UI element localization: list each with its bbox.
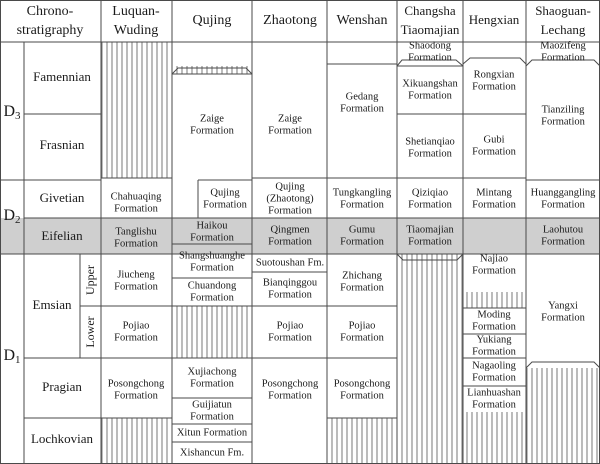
qujing-shangshuanghe-line-2: Formation <box>190 262 234 274</box>
zhaotong-posongchong-line-1: Posongchong <box>261 378 319 390</box>
zhaotong-zaige-line-1: Zaige <box>278 113 302 125</box>
wenshan-gumu-line-2: Formation <box>340 236 384 248</box>
zhaotong-qujing-line-2: (Zhaotong) <box>266 193 314 205</box>
hengxian-yukiang-line-2: Formation <box>472 346 516 358</box>
zhaotong-suotoushan: Suotoushan Fm. <box>255 257 325 269</box>
changsha-tiaomajian-line-1: Tiaomajian <box>406 224 454 236</box>
hengxian-mintang-line-2: Formation <box>472 199 516 211</box>
stage-emsian: Emsian <box>32 296 72 312</box>
stage-lower: Lower <box>82 316 97 348</box>
wenshan-gedang-line-2: Formation <box>340 103 384 115</box>
hengxian-gubi-line-1: Gubi <box>483 134 505 146</box>
shaoguan-maozifeng-line-1: Maozifeng <box>540 40 586 52</box>
zhaotong-qujing-line-1: Qujing <box>275 181 305 193</box>
wenshan-zhichang-line-1: Zhichang <box>342 270 382 282</box>
qujing-zaige-line-1: Zaige <box>200 113 224 125</box>
wenshan-gedang-line-1: Gedang <box>345 91 379 103</box>
hiatus-wenshan-bottom <box>327 418 397 464</box>
hiatus-qujing-mid <box>172 306 252 358</box>
qujing-chuandong-line-1: Chuandong <box>187 280 237 292</box>
header-hengxian: Hengxian <box>468 11 520 27</box>
changsha-shetianqiao-line-2: Formation <box>408 148 452 160</box>
hengxian-mintang-line-1: Mintang <box>476 187 512 199</box>
qujing-xitun: Xitun Formation <box>176 427 248 439</box>
luquan-pojiao-line-1: Pojiao <box>122 320 150 332</box>
zhaotong-bianqinggou-line-1: Bianqinggou <box>262 277 318 289</box>
shaoguan-yangxi-line-2: Formation <box>541 312 585 324</box>
zhaotong-bianqinggou-line-2: Formation <box>268 289 312 301</box>
wenshan-zhichang-line-2: Formation <box>340 282 384 294</box>
header-luquan-2: Wuding <box>113 23 159 39</box>
luquan-chahuaqing-line-1: Chahuaqing <box>110 191 162 203</box>
changsha-shaodong-line-1: Shaodong <box>409 40 451 52</box>
luquan-posongchong-line-1: Posongchong <box>107 378 165 390</box>
shaoguan-tianziling-line-2: Formation <box>541 116 585 128</box>
hiatus-luquan-bottom <box>101 418 172 464</box>
luquan-jiucheng-line-1: Jiucheng <box>117 269 155 281</box>
stage-givetian: Givetian <box>39 189 85 205</box>
shaoguan-tianziling-line-1: Tianziling <box>541 104 585 116</box>
stage-frasnian: Frasnian <box>39 136 85 152</box>
qujing-xujiachong-line-2: Formation <box>190 378 234 390</box>
shaoguan-huanggangling-line-1: Huanggangling <box>530 187 596 199</box>
header-zhaotong: Zhaotong <box>263 13 317 29</box>
changsha-shetianqiao-line-1: Shetianqiao <box>405 136 455 148</box>
luquan-tanglishu-line-1: Tanglishu <box>115 226 157 238</box>
notch-shaoguan-bottom <box>526 362 600 368</box>
qujing-chuandong-line-2: Formation <box>190 292 234 304</box>
zhaotong-qujing-line-3: Formation <box>268 205 312 217</box>
luquan-posongchong-line-2: Formation <box>114 390 158 402</box>
hiatus-shaoguan-bottom <box>526 368 600 464</box>
zhaotong-qingmen-line-2: Formation <box>268 236 312 248</box>
shaoguan-huanggangling-line-2: Formation <box>541 199 585 211</box>
header-chrono: Chrono- <box>26 4 74 20</box>
series-d2: $D_2$ <box>3 206 21 226</box>
zhaotong-pojiao-line-2: Formation <box>268 332 312 344</box>
luquan-chahuaqing-line-2: Formation <box>114 203 158 215</box>
changsha-shaodong-line-2: Formation <box>408 52 452 64</box>
qujing-qujing-line-2: Formation <box>203 199 247 211</box>
hengxian-nagaoling-line-2: Formation <box>472 372 516 384</box>
header-qujing: Qujing <box>192 13 232 29</box>
changsha-qiziqiao-line-2: Formation <box>408 199 452 211</box>
series-d3: $D_3$ <box>3 102 21 122</box>
header-changsha-2: Tiaomajian <box>400 21 460 37</box>
wenshan-pojiao-line-1: Pojiao <box>348 320 376 332</box>
hengxian-lianhuashan-line-2: Formation <box>472 399 516 411</box>
shaoguan-laohutou-line-1: Laohutou <box>542 224 584 236</box>
hengxian-rongxian-line-1: Rongxian <box>473 69 515 81</box>
qujing-guijiatun-line-2: Formation <box>190 411 234 423</box>
header-changsha: Changsha <box>404 2 456 18</box>
hengxian-najiao-line-2: Formation <box>472 265 516 277</box>
hengxian-yukiang-line-1: Yukiang <box>476 334 512 346</box>
qujing-xujiachong-line-1: Xujiachong <box>187 366 237 378</box>
hengxian-rongxian-line-2: Formation <box>472 81 516 93</box>
qujing-haikou-line-1: Haikou <box>196 220 228 232</box>
hengxian-gubi-line-2: Formation <box>472 146 516 158</box>
zhaotong-zaige-line-2: Formation <box>268 125 312 137</box>
hiatus-hengxian-bottom <box>463 412 526 464</box>
qujing-xishancun: Xishancun Fm. <box>179 447 245 459</box>
qujing-haikou-line-2: Formation <box>190 232 234 244</box>
wenshan-gumu-line-1: Gumu <box>348 224 376 236</box>
changsha-xikuangshan-line-1: Xikuangshan <box>402 78 458 90</box>
qujing-shangshuanghe-line-1: Shangshuanghe <box>179 250 245 262</box>
changsha-qiziqiao-line-1: Qiziqiao <box>411 187 449 199</box>
hengxian-moding-line-1: Moding <box>477 309 511 321</box>
hiatus-hengxian-mid <box>463 292 526 308</box>
hengxian-moding-line-2: Formation <box>472 321 516 333</box>
qujing-guijiatun-line-1: Guijiatun <box>192 399 232 411</box>
wenshan-pojiao-line-2: Formation <box>340 332 384 344</box>
series-d1: $D_1$ <box>3 346 21 366</box>
hiatus-qujing-top <box>172 66 252 74</box>
zhaotong-qingmen-line-1: Qingmen <box>270 224 310 236</box>
luquan-tanglishu-line-2: Formation <box>114 238 158 250</box>
hengxian-najiao-line-1: Najiao <box>480 253 508 265</box>
header-shaoguan-2: Lechang <box>540 21 586 37</box>
hengxian-lianhuashan-line-1: Lianhuashan <box>467 387 521 399</box>
hiatus-changsha-bottom <box>397 254 463 464</box>
stage-upper: Upper <box>82 265 97 295</box>
header-shaoguan: Shaoguan- <box>535 2 591 18</box>
luquan-pojiao-line-2: Formation <box>114 332 158 344</box>
changsha-xikuangshan-line-2: Formation <box>408 90 452 102</box>
shaoguan-yangxi-line-1: Yangxi <box>548 300 578 312</box>
luquan-jiucheng-line-2: Formation <box>114 281 158 293</box>
notch-hengxian <box>463 58 526 64</box>
hengxian-nagaoling-line-1: Nagaoling <box>472 360 516 372</box>
header-luquan: Luquan- <box>112 4 160 20</box>
wenshan-tungkangling-line-2: Formation <box>340 199 384 211</box>
wenshan-posongchong-line-2: Formation <box>340 390 384 402</box>
zhaotong-posongchong-line-2: Formation <box>268 390 312 402</box>
wenshan-posongchong-line-1: Posongchong <box>333 378 391 390</box>
header-chrono-2: stratigraphy <box>16 23 84 39</box>
changsha-tiaomajian-line-2: Formation <box>408 236 452 248</box>
shaoguan-laohutou-line-2: Formation <box>541 236 585 248</box>
stage-pragian: Pragian <box>42 378 82 394</box>
hiatus-luquan-top <box>101 42 172 178</box>
zhaotong-pojiao-line-1: Pojiao <box>276 320 304 332</box>
qujing-zaige-line-2: Formation <box>190 125 234 137</box>
stage-famennian: Famennian <box>33 68 91 84</box>
shaoguan-maozifeng-line-2: Formation <box>541 52 585 64</box>
wenshan-tungkangling-line-1: Tungkangling <box>332 187 392 199</box>
stage-lochkovian: Lochkovian <box>30 430 94 446</box>
header-wenshan: Wenshan <box>336 13 388 29</box>
stage-eifelian: Eifelian <box>41 227 83 243</box>
qujing-qujing-line-1: Qujing <box>210 187 240 199</box>
